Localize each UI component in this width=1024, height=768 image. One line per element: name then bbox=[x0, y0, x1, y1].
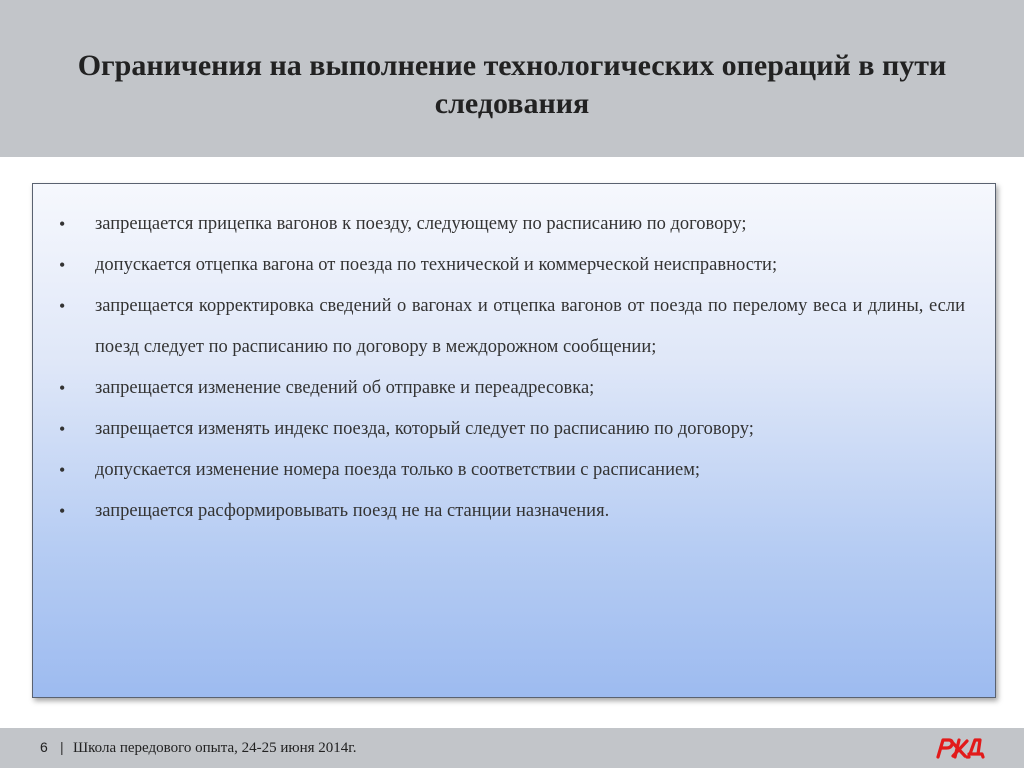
list-item bbox=[59, 204, 965, 245]
bullet-icon: • bbox=[59, 296, 66, 316]
bullet-icon: • bbox=[59, 419, 66, 439]
list-item-text: запрещается прицепка вагонов к поезду, следующему по расписанию по договору; bbox=[95, 214, 747, 234]
list-item bbox=[59, 491, 965, 532]
bullet-icon: • bbox=[59, 460, 66, 480]
bullet-icon: • bbox=[59, 501, 66, 521]
list-item-text: допускается отцепка вагона от поезда по технической и коммерческой неисправности; bbox=[95, 255, 778, 275]
slide-footer bbox=[0, 728, 1024, 768]
list-item bbox=[59, 450, 965, 491]
bullet-icon: • bbox=[59, 378, 66, 398]
bullet-icon: • bbox=[59, 255, 66, 275]
bullet-icon: • bbox=[59, 214, 66, 234]
list-item bbox=[59, 245, 965, 286]
bullet-list bbox=[59, 204, 965, 532]
list-item bbox=[59, 368, 965, 409]
content-box bbox=[32, 183, 996, 698]
footer-separator: | bbox=[60, 739, 64, 755]
list-item-text: запрещается изменение сведений об отправке и переадресовка; bbox=[95, 378, 595, 398]
footer-text: Школа передового опыта, 24-25 июня 2014г. bbox=[73, 740, 357, 756]
list-item-text: запрещается корректировка сведений о вагонах и отцепка вагонов от поезда по перелому веса и длины, если поезд следует по расписанию по договору в междорожном сообщении; bbox=[95, 296, 965, 357]
list-item bbox=[59, 409, 965, 450]
list-item-text: запрещается изменять индекс поезда, который следует по расписанию по договору; bbox=[95, 419, 754, 439]
page-number: 6 bbox=[40, 739, 48, 755]
rzd-logo-icon bbox=[934, 737, 986, 759]
slide-title: Ограничения на выполнение технологических операций в пути следования bbox=[77, 49, 947, 120]
list-item-text: допускается изменение номера поезда только в соответствии с расписанием; bbox=[95, 460, 701, 480]
list-item bbox=[59, 286, 965, 368]
slide-header bbox=[0, 0, 1024, 157]
list-item-text: запрещается расформировывать поезд не на станции назначения. bbox=[95, 501, 610, 521]
